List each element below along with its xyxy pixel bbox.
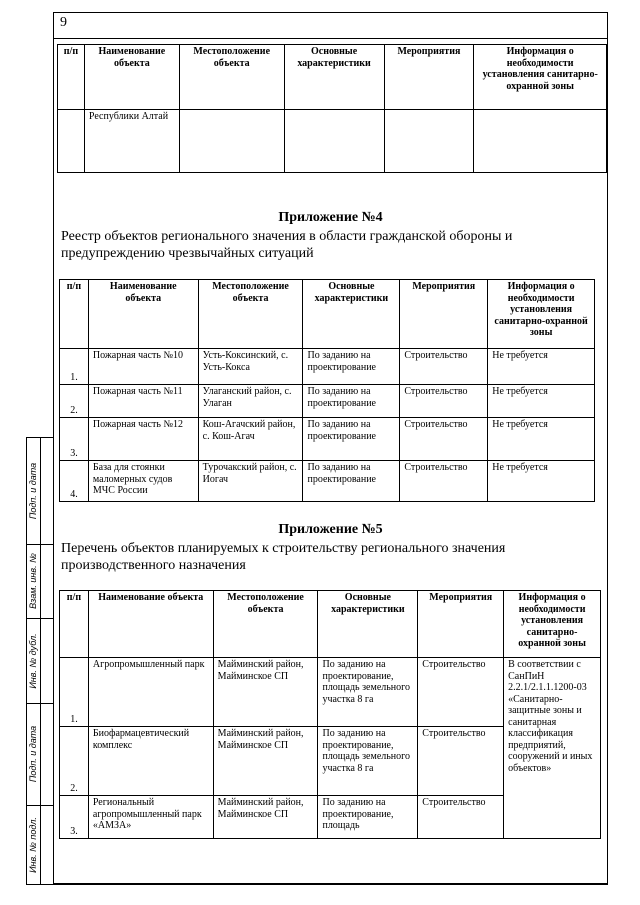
table-cell: Пожарная часть №10: [88, 349, 198, 385]
table-cell: [474, 110, 607, 173]
table-cell: По заданию на проектирование: [303, 385, 400, 418]
table-cell: Строительство: [400, 418, 488, 461]
table-cell: Не требуется: [488, 418, 595, 461]
table-row: [60, 418, 595, 461]
table-cell: [384, 110, 474, 173]
table-cell: Пожарная часть №12: [88, 418, 198, 461]
header-cell: Местоположение объекта: [179, 45, 284, 110]
table-cell: Строительство: [418, 727, 504, 796]
row-number: 3.: [60, 796, 89, 839]
table-cell: Агропромышленный парк: [88, 658, 213, 727]
table-cell: Биофармацевтический комплекс: [88, 727, 213, 796]
table-cell: Майминский район, Майминское СП: [213, 796, 318, 839]
row-number: 1.: [60, 349, 89, 385]
table-cell: По заданию на проектирование: [303, 418, 400, 461]
row-number: 1.: [60, 658, 89, 727]
appendix4-title: Приложение №4: [278, 210, 383, 225]
table-header-row: [60, 280, 595, 349]
table-cell: По заданию на проектирование, площадь земельного участка 8 га: [318, 658, 418, 727]
table-cell: Региональный агропромышленный парк «АМЗА»: [88, 796, 213, 839]
stamp-label: Подп. и дата: [28, 725, 38, 783]
table-cell: Улаганский район, с. Улаган: [198, 385, 303, 418]
table-cell: [284, 110, 384, 173]
header-cell: Местоположение объекта: [198, 280, 303, 349]
merged-info-cell: В соответствии с СанПиН 2.2.1/2.1.1.1200-03 «Санитарно-защитные зоны и санитарная классификация предприятий, сооружений и иных объектов»: [504, 658, 601, 839]
table-cell: Строительство: [418, 796, 504, 839]
table-cell: Не требуется: [488, 461, 595, 502]
table-cell: Майминский район, Майминское СП: [213, 727, 318, 796]
table-row: [58, 110, 607, 173]
side-stamp: [26, 437, 53, 885]
page-number: 9: [60, 15, 67, 30]
table-cell: Усть-Коксинский, с. Усть-Кокса: [198, 349, 303, 385]
header-cell: Информация о необходимости установления санитарно-охранной зоны: [488, 280, 595, 349]
bottom-border: [26, 884, 608, 885]
table-cell: Турочакский район, с. Иогач: [198, 461, 303, 502]
header-cell: Мероприятия: [418, 591, 504, 658]
header-cell: Основные характеристики: [318, 591, 418, 658]
table-cell: Пожарная часть №11: [88, 385, 198, 418]
stamp-divider: [40, 437, 41, 885]
table-header-row: [58, 45, 607, 110]
header-cell: Основные характеристики: [284, 45, 384, 110]
table-cell: По заданию на проектирование: [303, 349, 400, 385]
row-number: 4.: [60, 461, 89, 502]
header-cell: п/п: [58, 45, 85, 110]
table-row: [60, 385, 595, 418]
row-number: 2.: [60, 385, 89, 418]
header-divider: [53, 38, 608, 39]
stamp-label: Инв. № дубл.: [28, 632, 38, 689]
row-number: 2.: [60, 727, 89, 796]
appendix4-subtitle: Реестр объектов регионального значения в области гражданской обороны и предупреждению чрезвычайных ситуаций: [61, 229, 513, 261]
table-row: [60, 658, 601, 727]
table-cell: [179, 110, 284, 173]
header-cell: Наименование объекта: [84, 45, 179, 110]
table-header-row: [60, 591, 601, 658]
stamp-label: Взам. инв. №: [28, 553, 38, 609]
table-cell: Майминский район, Майминское СП: [213, 658, 318, 727]
table-cell: Республики Алтай: [84, 110, 179, 173]
table-cell: Не требуется: [488, 349, 595, 385]
header-cell: Основные характеристики: [303, 280, 400, 349]
table-cell: Не требуется: [488, 385, 595, 418]
header-cell: Наименование объекта: [88, 591, 213, 658]
header-cell: Мероприятия: [384, 45, 474, 110]
table-appendix4: [59, 279, 595, 502]
table-cell: По заданию на проектирование, площадь: [318, 796, 418, 839]
table-row: [60, 461, 595, 502]
table-cell: [58, 110, 85, 173]
stamp-label: Инв. № подл.: [28, 817, 38, 873]
header-cell: Мероприятия: [400, 280, 488, 349]
header-cell: Информация о необходимости установления санитарно-охранной зоны: [504, 591, 601, 658]
row-number: 3.: [60, 418, 89, 461]
appendix5-subtitle: Перечень объектов планируемых к строительству регионального значения производственного назначения: [61, 541, 506, 573]
table-cell: По заданию на проектирование, площадь земельного участка 8 га: [318, 727, 418, 796]
table-cell: Строительство: [400, 385, 488, 418]
header-cell: Наименование объекта: [88, 280, 198, 349]
table-appendix5: [59, 590, 601, 839]
table-cell: По заданию на проектирование: [303, 461, 400, 502]
table-cell: Строительство: [400, 461, 488, 502]
table-cell: Кош-Агачский район, с. Кош-Агач: [198, 418, 303, 461]
stamp-label: Подп. и дата: [28, 462, 38, 519]
table-cell: База для стоянки маломерных судов МЧС России: [88, 461, 198, 502]
header-cell: п/п: [60, 591, 89, 658]
header-cell: п/п: [60, 280, 89, 349]
table-continuation: [57, 44, 607, 173]
table-row: [60, 349, 595, 385]
appendix5-title: Приложение №5: [278, 522, 383, 537]
header-cell: Информация о необходимости установления санитарно-охранной зоны: [474, 45, 607, 110]
header-cell: Местоположение объекта: [213, 591, 318, 658]
table-cell: Строительство: [418, 658, 504, 727]
table-cell: Строительство: [400, 349, 488, 385]
